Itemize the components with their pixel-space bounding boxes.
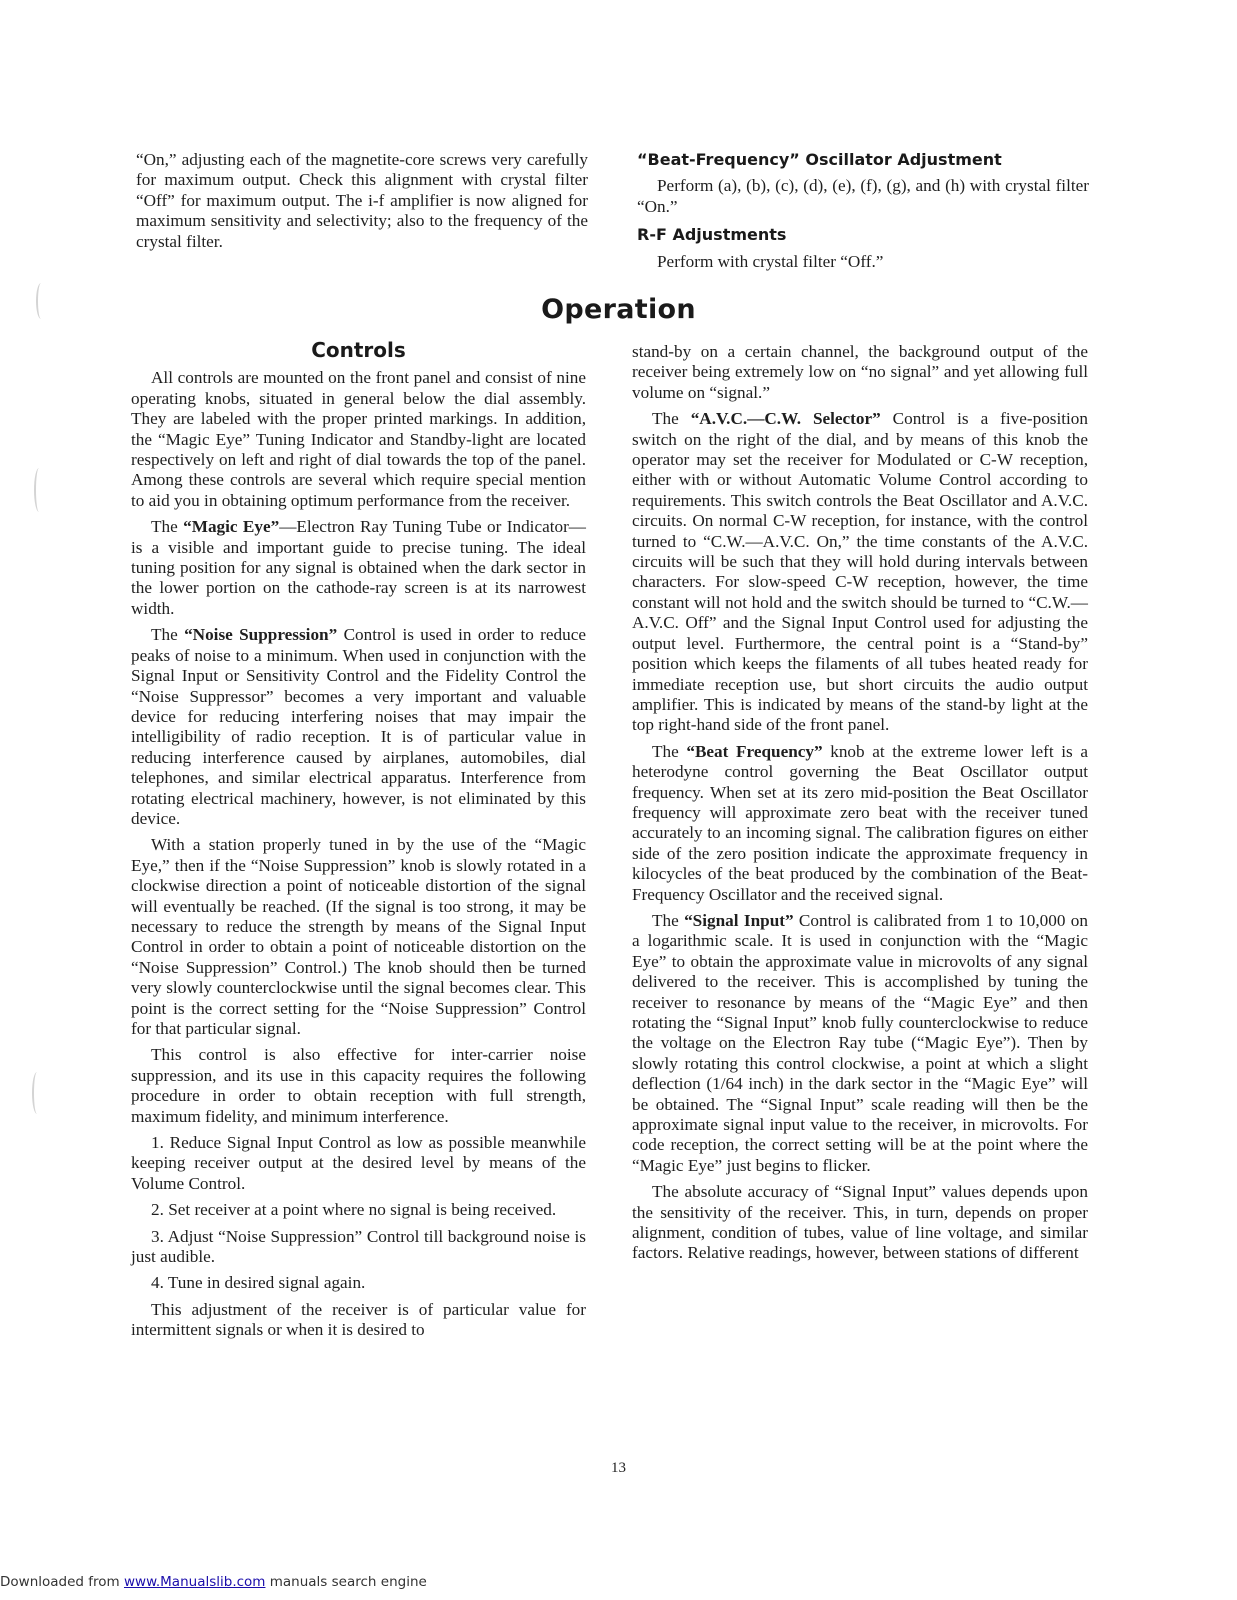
avc-cw-selector-paragraph	[632, 409, 1088, 736]
top-left-column	[136, 150, 588, 258]
standby-continuation-paragraph: stand-by on a certain channel, the background output of the receiver being extremely low on “no signal” and yet allowing full volume on “signal.”	[632, 342, 1088, 402]
controls-intro-paragraph: All controls are mounted on the front panel and consist of nine operating knobs, situated in general below the dial assembly. They are labeled with the proper printed markings. In addition, the “Magic Eye” Tuning Indicator and Standby-light are located respectively on left and right of dial towards the top of the panel. Among these controls are several which require special mention to aid you in obtaining optimum performance from the receiver.	[131, 368, 586, 510]
text-run: The	[151, 625, 185, 645]
manualslib-link[interactable]: www.Manualslib.com	[123, 1574, 266, 1590]
controls-heading: Controls	[311, 338, 406, 362]
right-column	[632, 342, 1088, 1270]
footer-suffix: manuals search engine	[265, 1574, 427, 1590]
inter-carrier-paragraph: This control is also effective for inter-carrier noise suppression, and its use in this capacity requires the following procedure in order to obtain reception with full strength, maximum fidelity, and minimum interference.	[131, 1045, 586, 1126]
margin-mark	[34, 468, 44, 512]
text-run: The	[652, 910, 685, 930]
alignment-paragraph: “On,” adjusting each of the magnetite-core screws very carefully for maximum output. Check this alignment with crystal filter “Off” for maximum output. The i-f amplifier is now aligned for maximum sensitivity and selectivity; also to the frequency of the crystal filter.	[136, 150, 588, 251]
procedure-step-4: 4. Tune in desired signal again.	[151, 1273, 366, 1293]
text-run: knob at the extreme lower left is a heterodyne control governing the Beat Oscillator output frequency. When set at its zero mid-position the Beat Oscillator frequency will approximate zero beat with the receiver tuned accurately to an incoming signal. The calibration figures on either side of the zero position indicate the approximate frequency in kilocycles of the beat produced by the combination of the Beat-Frequency Oscillator and the received signal.	[632, 741, 1088, 904]
bfo-adjustment-text: Perform (a), (b), (c), (d), (e), (f), (g), and (h) with crystal filter “On.”	[637, 176, 1089, 216]
top-right-column	[637, 150, 1089, 280]
signal-input-paragraph	[632, 911, 1088, 1176]
term-magic-eye: “Magic Eye”	[183, 517, 280, 537]
margin-mark	[32, 1072, 42, 1114]
noise-suppression-paragraph	[131, 625, 586, 829]
noise-tuning-paragraph: With a station properly tuned in by the use of the “Magic Eye,” then if the “Noise Suppression” knob is slowly rotated in a clockwise direction a point of noticeable distortion of the signal will eventually be reached. (If the signal is too strong, it may be necessary to reduce the strength by means of the Signal Input Control in order to obtain a point of noticeable distortion on the “Noise Suppression” Control.) The knob should then be turned very slowly counterclockwise until the signal becomes clear. This point is the correct setting for the “Noise Suppression” Control for that particular signal.	[131, 835, 586, 1038]
page-number: 13	[611, 1460, 626, 1476]
section-title: Operation	[541, 294, 696, 325]
intermittent-signals-paragraph: This adjustment of the receiver is of particular value for intermittent signals or when it is desired to	[131, 1299, 586, 1340]
left-column	[131, 340, 586, 1347]
text-run: The	[151, 517, 184, 537]
procedure-step-1: 1. Reduce Signal Input Control as low as possible meanwhile keeping receiver output at the desired level by means of the Volume Control.	[131, 1133, 586, 1193]
magic-eye-paragraph	[131, 517, 586, 619]
text-run: Control is calibrated from 1 to 10,000 on a logarithmic scale. It is used in conjunction with the “Magic Eye” to obtain the approximate value in microvolts of any signal delivered to the receiver. This is accomplished by tuning the receiver to resonance by means of the “Magic Eye” and then rotating the “Signal Input” knob fully counterclockwise to reduce the voltage on the Electron Ray tube (“Magic Eye”). Then by slowly rotating this control clockwise, a point at which a slight deflection (1/64 inch) in the dark sector in the “Magic Eye” will be obtained. The “Signal Input” scale reading will then be the approximate signal input value to the receiver, in microvolts. For code reception, the correct setting will be at the point where the “Magic Eye” just begins to flicker.	[632, 910, 1088, 1175]
rf-adjustments-text: Perform with crystal filter “Off.”	[657, 251, 884, 271]
procedure-step-2: 2. Set receiver at a point where no signal is being received.	[151, 1200, 557, 1220]
term-signal-input: “Signal Input”	[684, 910, 794, 930]
accuracy-paragraph: The absolute accuracy of “Signal Input” values depends upon the sensitivity of the receiver. This, in turn, depends on proper alignment, condition of tubes, value of line voltage, and similar factors. Relative readings, however, between stations of different	[632, 1182, 1088, 1263]
text-run: —Electron Ray Tuning Tube or Indicator—is a visible and important guide to precise tuning. The ideal tuning position for any signal is obtained when the dark sector in the lower portion on the cathode-ray screen is at its narrowest width.	[131, 517, 586, 618]
text-run: Control is a five-position switch on the right of the dial, and by means of this knob the operator may set the receiver for Modulated or C-W reception, either with or without Automatic Volume Control according to requirements. This switch controls the Beat Oscillator and A.V.C. circuits. On normal C-W reception, for instance, with the control turned to “C.W.—A.V.C. On,” the time constants of the A.V.C. circuits will be such that they will hold during intervals between characters. For slow-speed C-W reception, however, the time constant will not hold and the switch should be turned to “C.W.—A.V.C. Off” and the Signal Input Control used for adjusting the output level. Furthermore, the central point is a “Stand-by” position which keeps the filaments of all tubes heated ready for immediate reception use, but short circuits the audio output amplifier. This is indicated by means of the stand-by light at the top right-hand side of the front panel.	[632, 409, 1088, 735]
text-run: Control is used in order to reduce peaks of noise to a minimum. When used in conjunction with the Signal Input or Sensitivity Control and the Fidelity Control the “Noise Suppressor” becomes a very important and valuable device for reducing interfering noises that may impair the intelligibility of radio reception. It is of particular value in reducing interference caused by airplanes, automobiles, dial telephones, and similar electrical apparatus. Interference from rotating electrical machinery, however, is not eliminated by this device.	[131, 625, 586, 828]
term-noise-suppression: “Noise Suppression”	[184, 625, 338, 645]
beat-frequency-paragraph	[632, 742, 1088, 905]
text-run: The	[652, 409, 691, 429]
rf-adjustments-heading: R-F Adjustments	[637, 225, 787, 245]
text-run: The	[652, 741, 687, 761]
footer-prefix: Downloaded from	[0, 1574, 124, 1590]
term-beat-frequency: “Beat Frequency”	[686, 741, 823, 761]
term-avc-cw-selector: “A.V.C.—C.W. Selector”	[690, 409, 881, 429]
download-footer	[0, 1574, 427, 1590]
procedure-step-3: 3. Adjust “Noise Suppression” Control till background noise is just audible.	[131, 1226, 586, 1267]
bfo-adjustment-heading: “Beat-Frequency” Oscillator Adjustment	[637, 150, 1002, 169]
